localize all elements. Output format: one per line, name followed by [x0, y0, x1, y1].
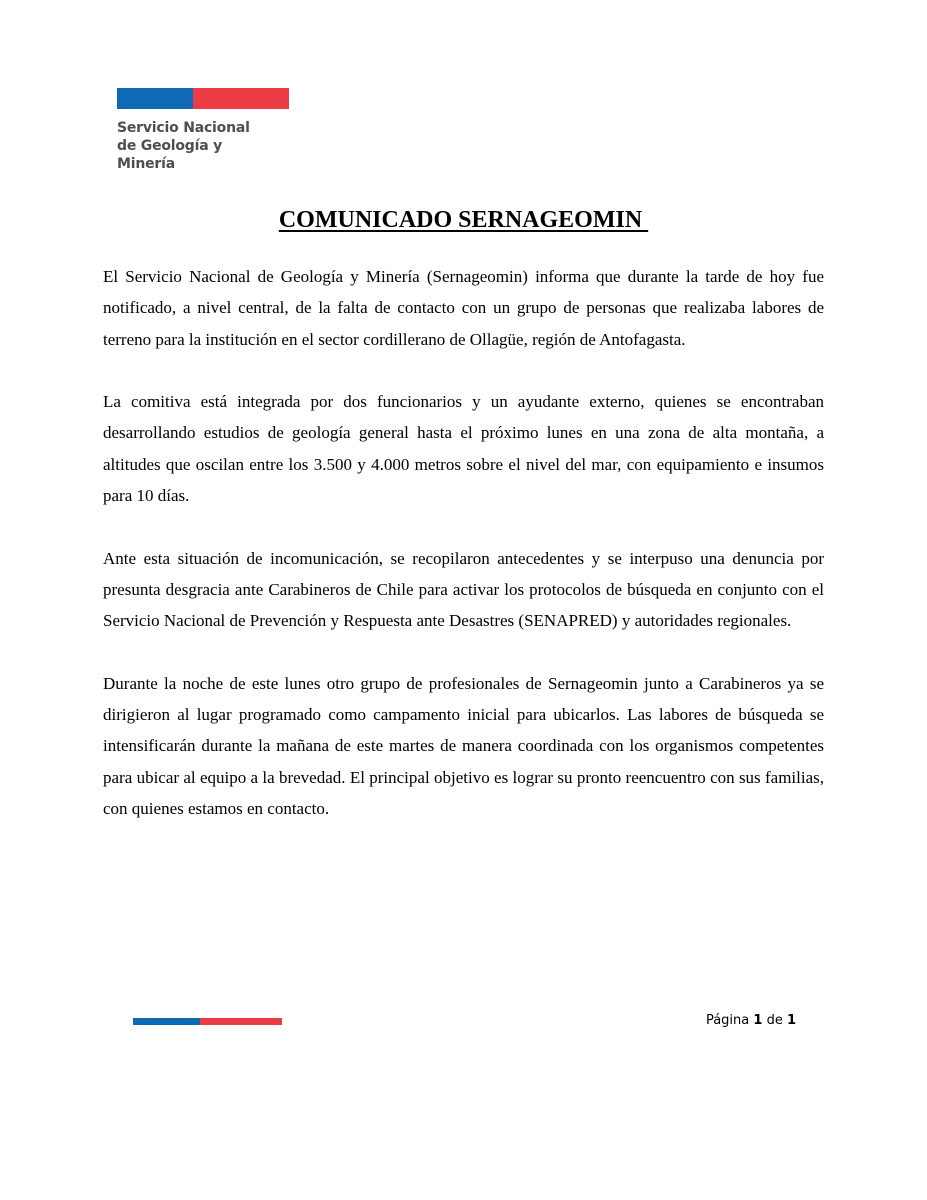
logo-line-1: Servicio Nacional: [117, 120, 250, 136]
page-number: [706, 1012, 796, 1030]
paragraph-3: Ante esta situación de incomunicación, se recopilaron antecedentes y se interpuso una denuncia por presunta desgracia ante Carabineros de Chile para activar los protocolos de búsqueda en conjunto con el Servicio Nacional de Prevención y Respuesta ante Desastres (SENAPRED) y autoridades regionales.: [103, 548, 824, 631]
footer-color-bar: [133, 1018, 282, 1025]
footer-bar-red: [200, 1018, 282, 1025]
logo-line-2: de Geología y: [117, 138, 223, 154]
logo-bar-blue: [117, 88, 193, 109]
footer-bar-blue: [133, 1018, 200, 1025]
logo-bar-red: [193, 88, 289, 109]
page-label: Página: [705, 1013, 750, 1028]
logo-line-3: Minería: [117, 156, 175, 172]
document-title-container: [0, 205, 927, 235]
page-of-label: de: [766, 1013, 783, 1028]
paragraph-1: El Servicio Nacional de Geología y Minería (Sernageomin) informa que durante la tarde de hoy fue notificado, a nivel central, de la falta de contacto con un grupo de personas que realizaba labores de terreno para la institución en el sector cordillerano de Ollagüe, región de Antofagasta.: [103, 267, 824, 349]
document-title: COMUNICADO SERNAGEOMIN: [278, 207, 649, 233]
document-body: [103, 261, 824, 856]
logo-text: [117, 119, 317, 173]
paragraph-4: Durante la noche de este lunes otro grupo de profesionales de Sernageomin junto a Carabineros ya se dirigieron al lugar programado como campamento inicial para ubicarlos. Las labores de búsqueda se intensificarán durante la mañana de este martes de manera coordinada con los organismos competentes para ubicar al equipo a la brevedad. El principal objetivo es lograr su pronto reencuentro con sus familias, con quienes estamos en contacto.: [103, 673, 824, 819]
logo-color-bar: [117, 88, 289, 109]
page-current: 1: [753, 1013, 763, 1028]
paragraph-2: La comitiva está integrada por dos funcionarios y un ayudante externo, quienes se encontraban desarrollando estudios de geología general hasta el próximo lunes en una zona de alta montaña, a altitudes que oscilan entre los 3.500 y 4.000 metros sobre el nivel del mar, con equipamiento e insumos para 10 días.: [103, 392, 824, 506]
page-total: 1: [786, 1013, 796, 1028]
